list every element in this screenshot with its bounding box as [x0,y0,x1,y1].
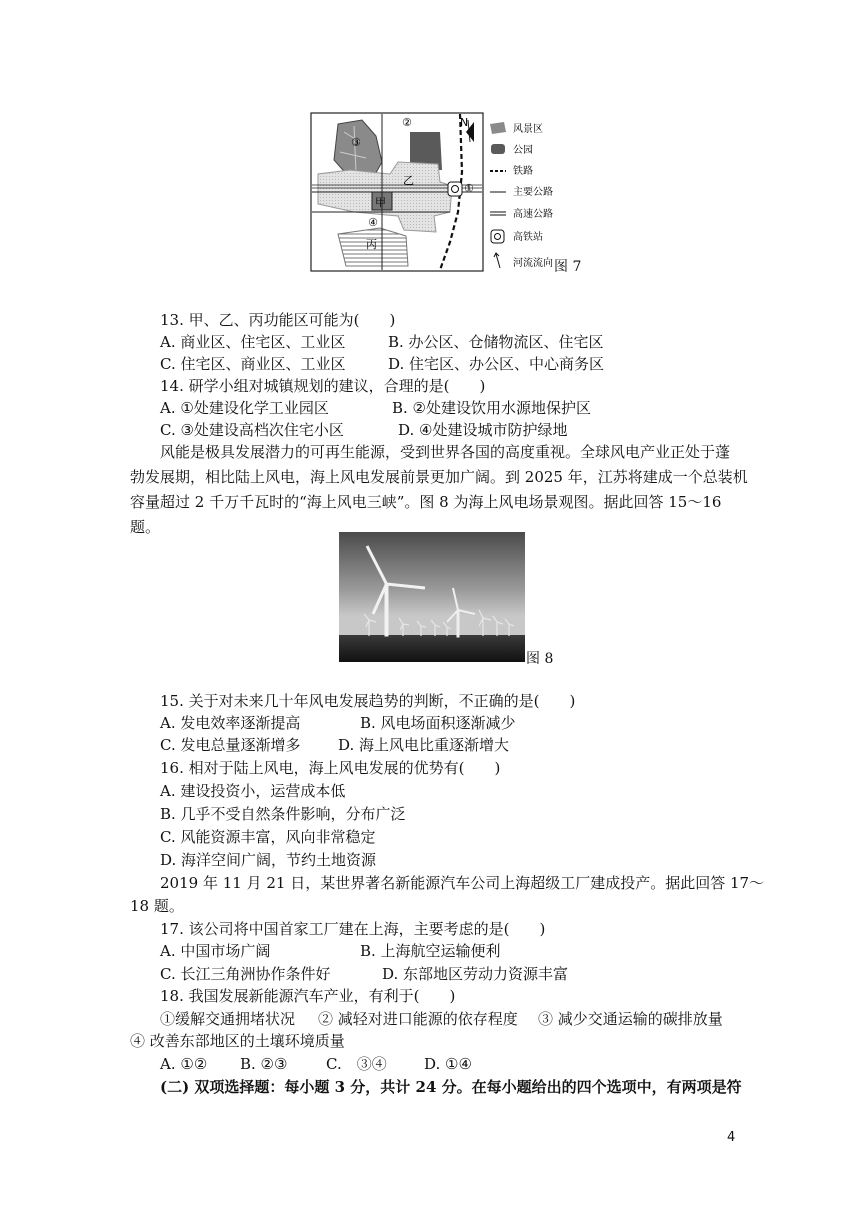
label-yi: 乙 [403,174,414,187]
question-18-statement-2: ② 减轻对进口能源的依存程度 [318,1010,518,1028]
question-13-option-b[interactable]: B. 办公区、仓储物流区、住宅区 [388,333,604,351]
question-17-option-c[interactable]: C. 长江三角洲协作条件好 [160,965,331,983]
legend-park-label: 公园 [513,145,533,156]
question-16-option-d[interactable]: D. 海洋空间广阔，节约土地资源 [160,851,377,869]
figure-8-wind-farm-photo [339,532,525,662]
question-16-option-c[interactable]: C. 风能资源丰富，风向非常稳定 [160,828,376,846]
passage-1-line-3: 容量超过 2 千万千瓦时的“海上风电三峡”。图 8 为海上风电场景观图。据此回答 15～16 [130,493,722,511]
legend-hsr-label: 高铁站 [513,232,543,243]
question-14-option-b[interactable]: B. ②处建设饮用水源地保护区 [392,399,592,417]
question-13-stem: 13. 甲、乙、丙功能区可能为( ) [160,311,396,329]
expressway-icon [490,212,506,215]
question-14-option-c[interactable]: C. ③处建设高档次住宅小区 [160,421,344,439]
label-4: ④ [368,216,378,229]
north-label: N [460,116,469,129]
passage-1-line-2: 勃发展期，相比陆上风电，海上风电发展前景更加广阔。到 2025 年，江苏将建成一个总装机 [130,468,748,486]
question-16-option-b[interactable]: B. 几乎不受自然条件影响，分布广泛 [160,805,406,823]
passage-2-line-2: 18 题。 [130,897,184,915]
map-legend [490,122,553,269]
park-icon [491,144,505,154]
figure-7-caption: 图 7 [554,259,582,275]
question-15-stem: 15. 关于对未来几十年风电发展趋势的判断，不正确的是( ) [160,692,576,710]
passage-1-line-1: 风能是极具发展潜力的可再生能源，受到世界各国的高度重视。全球风电产业正处于蓬 [160,443,731,461]
passage-1-line-4: 题。 [130,518,161,536]
river-flow-icon [496,254,500,268]
figure-8-caption: 图 8 [526,651,554,667]
question-18-stem: 18. 我国发展新能源汽车产业，有利于( ) [160,987,456,1005]
label-3: ③ [351,136,361,149]
label-bing: 丙 [366,238,377,251]
question-17-option-a[interactable]: A. 中国市场广阔 [160,942,271,960]
section-2-heading: (二) 双项选择题：每小题 3 分，共计 24 分。在每小题给出的四个选项中，有两项是符 [160,1078,742,1096]
question-15-option-c[interactable]: C. 发电总量逐渐增多 [160,736,301,754]
question-13-option-c[interactable]: C. 住宅区、商业区、工业区 [160,355,346,373]
question-14-option-d[interactable]: D. ④处建设城市防护绿地 [398,421,568,439]
legend-mainroad-label: 主要公路 [513,187,553,198]
question-16-stem: 16. 相对于陆上风电，海上风电发展的优势有( ) [160,759,501,777]
question-18-option-a[interactable]: A. ①② [160,1055,208,1073]
question-18-statement-3: ③ 减少交通运输的碳排放量 [538,1010,723,1028]
question-15-option-d[interactable]: D. 海上风电比重逐渐增大 [338,736,510,754]
question-14-option-a[interactable]: A. ①处建设化学工业园区 [160,399,329,417]
scenic-area-icon [490,122,506,134]
legend-river-label: 河流流向 [513,258,553,269]
page-number: 4 [727,1130,736,1145]
legend-scenic-label: 风景区 [513,124,543,135]
question-18-option-b[interactable]: B. ②③ [240,1055,288,1073]
question-14-stem: 14. 研学小组对城镇规划的建议，合理的是( ) [160,377,486,395]
label-2: ② [402,116,412,129]
question-13-option-d[interactable]: D. 住宅区、办公区、中心商务区 [388,355,605,373]
question-15-option-a[interactable]: A. 发电效率逐渐提高 [160,714,301,732]
legend-expressway-label: 高速公路 [513,209,553,220]
hsr-station-legend-icon [491,230,504,243]
question-16-option-a[interactable]: A. 建设投资小，运营成本低 [160,782,346,800]
legend-railway-label: 铁路 [513,166,533,177]
hsr-station-icon [448,182,462,196]
question-13-option-a[interactable]: A. 商业区、住宅区、工业区 [160,333,346,351]
question-17-option-b[interactable]: B. 上海航空运输便利 [360,942,501,960]
question-18-statement-1: ①缓解交通拥堵状况 [160,1010,296,1028]
question-17-stem: 17. 该公司将中国首家工厂建在上海，主要考虑的是( ) [160,920,546,938]
question-15-option-b[interactable]: B. 风电场面积逐渐减少 [360,714,516,732]
figure-7-map [310,112,570,274]
label-1: ① [464,182,474,195]
question-18-option-c[interactable]: C. ③④ [326,1055,387,1073]
passage-2-line-1: 2019 年 11 月 21 日，某世界著名新能源汽车公司上海超级工厂建成投产。据此回答 17～ [160,874,765,892]
label-jia: 甲 [375,196,386,209]
question-18-statement-4: ④ 改善东部地区的土壤环境质量 [130,1032,345,1050]
question-17-option-d[interactable]: D. 东部地区劳动力资源丰富 [382,965,569,983]
question-18-option-d[interactable]: D. ①④ [424,1055,472,1073]
